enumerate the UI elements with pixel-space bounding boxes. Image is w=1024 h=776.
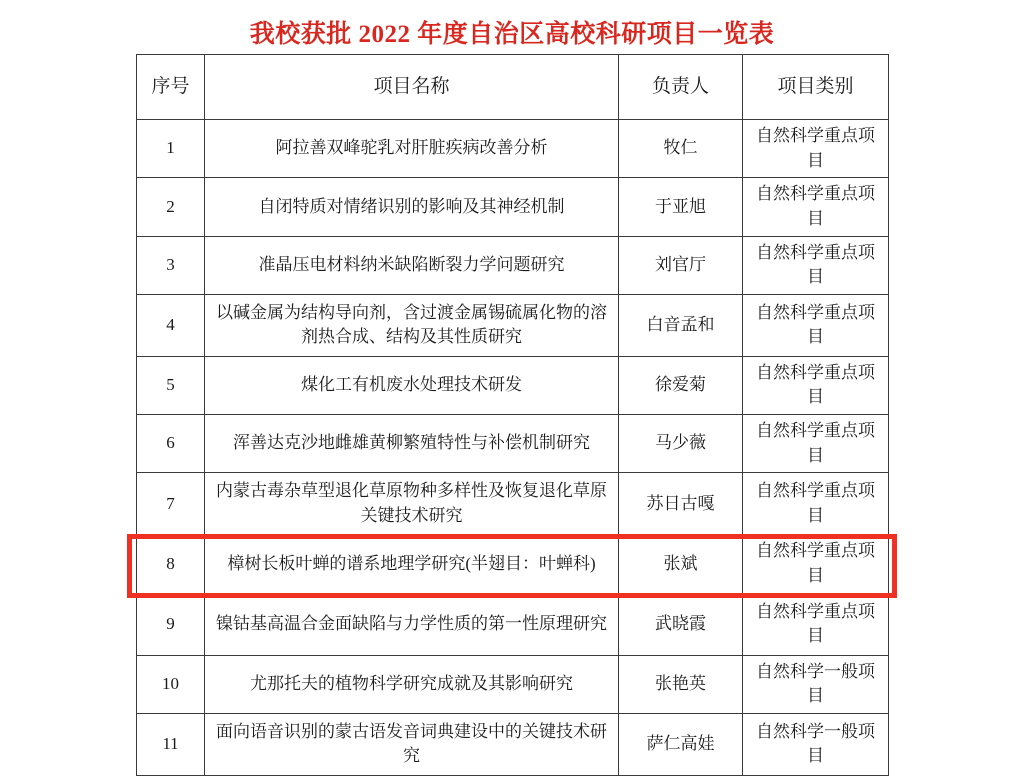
table-row (137, 178, 889, 236)
cell-no: 2 (137, 178, 205, 236)
table-row (137, 535, 889, 593)
cell-leader: 马少薇 (619, 415, 743, 473)
cell-category: 自然科学一般项目 (743, 655, 889, 713)
table-row (137, 655, 889, 713)
cell-no: 5 (137, 356, 205, 414)
cell-leader: 张斌 (619, 535, 743, 593)
cell-project-name: 以碱金属为结构导向剂，含过渡金属锡硫属化物的溶剂热合成、结构及其性质研究 (205, 294, 619, 356)
cell-category: 自然科学重点项目 (743, 294, 889, 356)
table-row (137, 415, 889, 473)
cell-leader: 刘官厅 (619, 236, 743, 294)
table-header (137, 55, 889, 120)
column-header-no: 序号 (137, 55, 205, 120)
page-title: 我校获批 2022 年度自治区高校科研项目一览表 (249, 21, 775, 48)
cell-category: 自然科学重点项目 (743, 593, 889, 655)
table-row (137, 356, 889, 414)
table-row (137, 120, 889, 178)
cell-no: 9 (137, 593, 205, 655)
cell-project-name: 准晶压电材料纳米缺陷断裂力学问题研究 (205, 236, 619, 294)
column-header-project-name: 项目名称 (205, 55, 619, 120)
cell-leader: 苏日古嘎 (619, 473, 743, 535)
cell-leader: 牧仁 (619, 120, 743, 178)
project-table-container (136, 54, 888, 776)
cell-no: 10 (137, 655, 205, 713)
table-row (137, 294, 889, 356)
table-row (137, 473, 889, 535)
cell-category: 自然科学重点项目 (743, 473, 889, 535)
cell-category: 自然科学一般项目 (743, 713, 889, 775)
column-header-category: 项目类别 (743, 55, 889, 120)
cell-leader: 徐爱菊 (619, 356, 743, 414)
project-table (136, 54, 889, 776)
cell-project-name: 煤化工有机废水处理技术研发 (205, 356, 619, 414)
cell-no: 7 (137, 473, 205, 535)
cell-leader: 萨仁高娃 (619, 713, 743, 775)
cell-category: 自然科学重点项目 (743, 236, 889, 294)
cell-leader: 于亚旭 (619, 178, 743, 236)
cell-leader: 张艳英 (619, 655, 743, 713)
cell-leader: 白音孟和 (619, 294, 743, 356)
cell-category: 自然科学重点项目 (743, 415, 889, 473)
cell-no: 11 (137, 713, 205, 775)
cell-project-name: 内蒙古毒杂草型退化草原物种多样性及恢复退化草原关键技术研究 (205, 473, 619, 535)
cell-no: 1 (137, 120, 205, 178)
cell-project-name: 镍钴基高温合金面缺陷与力学性质的第一性原理研究 (205, 593, 619, 655)
cell-no: 6 (137, 415, 205, 473)
table-row-highlighted (137, 593, 889, 655)
cell-category: 自然科学重点项目 (743, 120, 889, 178)
cell-no: 3 (137, 236, 205, 294)
cell-project-name: 尤那托夫的植物科学研究成就及其影响研究 (205, 655, 619, 713)
cell-project-name: 面向语音识别的蒙古语发音词典建设中的关键技术研究 (205, 713, 619, 775)
cell-project-name: 自闭特质对情绪识别的影响及其神经机制 (205, 178, 619, 236)
cell-project-name: 阿拉善双峰驼乳对肝脏疾病改善分析 (205, 120, 619, 178)
table-body (137, 120, 889, 776)
cell-project-name: 浑善达克沙地雌雄黄柳繁殖特性与补偿机制研究 (205, 415, 619, 473)
cell-category: 自然科学重点项目 (743, 178, 889, 236)
cell-project-name: 樟树长板叶蝉的谱系地理学研究(半翅目：叶蝉科) (205, 535, 619, 593)
column-header-leader: 负责人 (619, 55, 743, 120)
cell-no: 8 (137, 535, 205, 593)
cell-no: 4 (137, 294, 205, 356)
cell-leader: 武晓霞 (619, 593, 743, 655)
cell-category: 自然科学重点项目 (743, 535, 889, 593)
table-header-row (137, 55, 889, 120)
table-row (137, 236, 889, 294)
cell-category: 自然科学重点项目 (743, 356, 889, 414)
table-row (137, 713, 889, 775)
